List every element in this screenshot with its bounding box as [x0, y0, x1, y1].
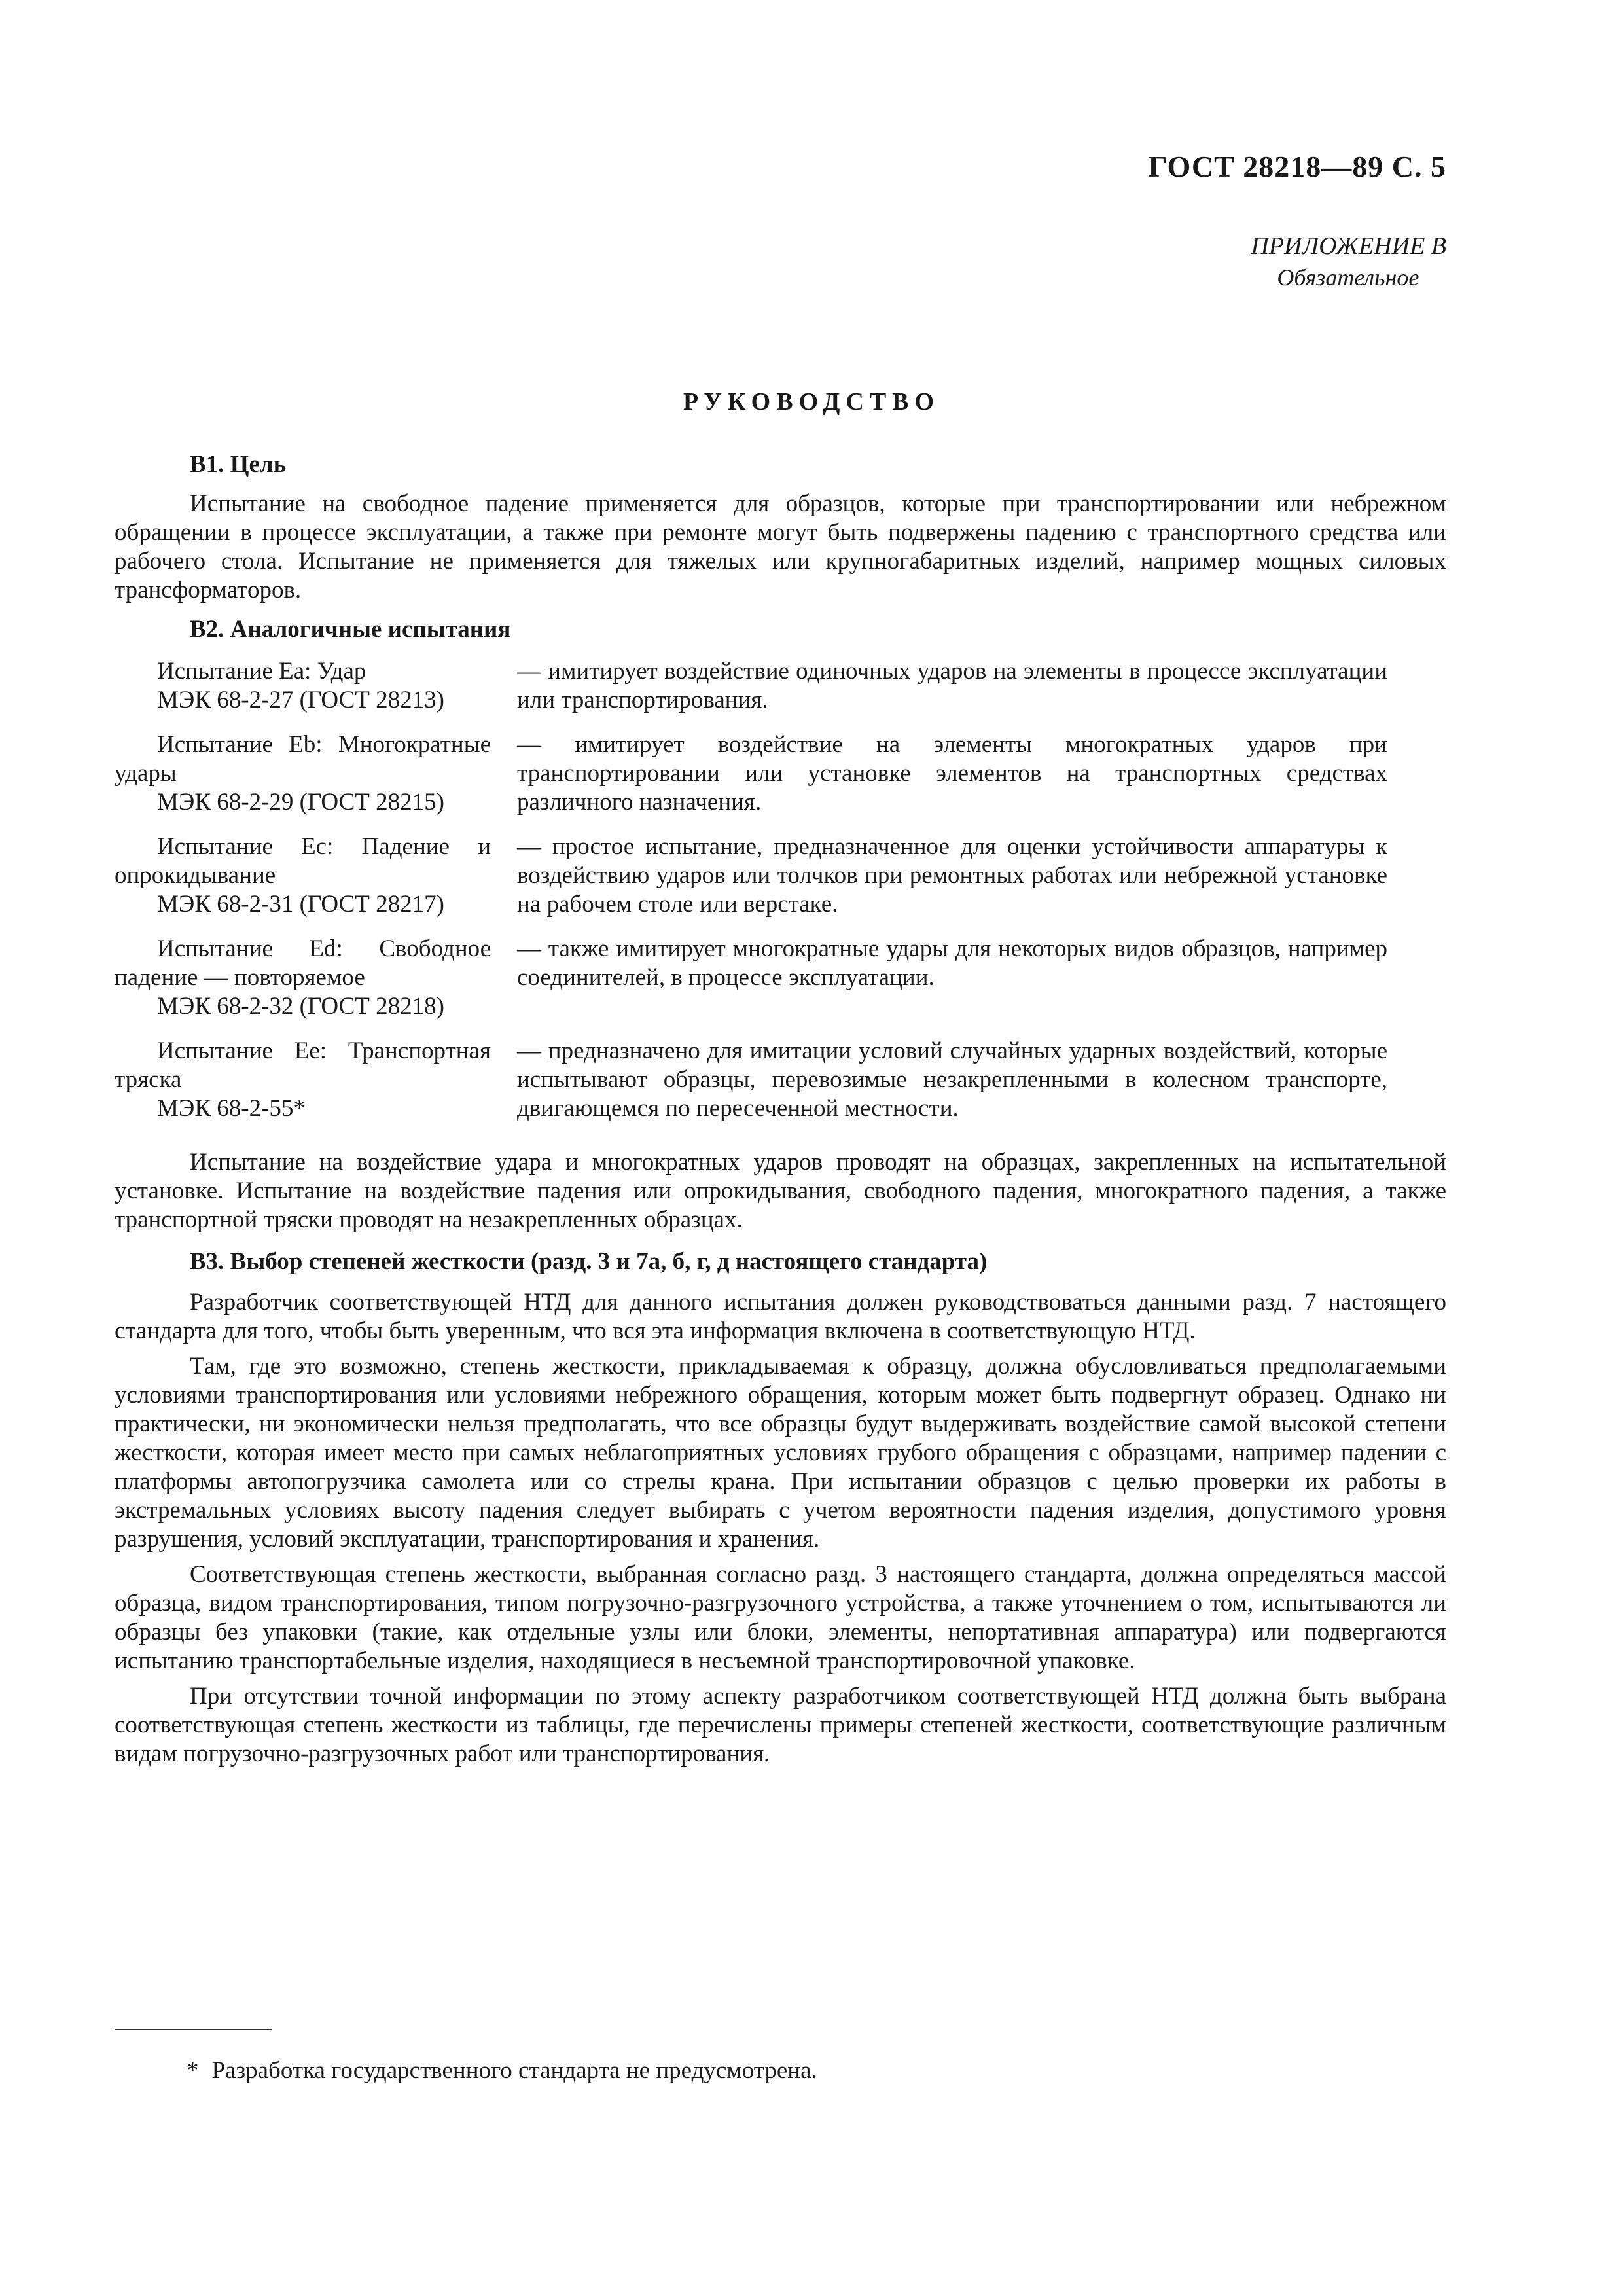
section-b3-heading: В3. Выбор степеней жесткости (разд. 3 и 7а, б, г, д настоящего стандарта): [190, 1248, 988, 1275]
section-b1-heading: В1. Цель: [190, 451, 287, 478]
document-title: РУКОВОДСТВО: [683, 388, 940, 416]
test-name-cell: [115, 657, 517, 730]
section-b1: [115, 450, 1446, 605]
section-b3: [115, 1247, 1446, 1768]
section-b2-heading: В2. Аналогичные испытания: [190, 616, 511, 643]
footnote-text: Разработка государственного стандарта не предусмотрена.: [211, 2057, 817, 2084]
section-b2: [115, 615, 1446, 1234]
test-ref: МЭК 68-2-55*: [157, 1095, 306, 1122]
test-name-cell: [115, 730, 517, 833]
table-row: [115, 657, 1446, 730]
footnote-mark: *: [187, 2057, 199, 2084]
section-b3-paragraph: Соответствующая степень жесткости, выбранная согласно разд. 3 настоящего стандарта, должна определяться массой образца, видом транспортирования, типом погрузочно-разгрузочного устройства, а также уточнением о том, испытываются ли образцы без упаковки (такие, как отдельные узлы или блоки, элементы, непортативная аппаратура) или подвергаются испытанию транспортабельные изделия, находящиеся в несъемной транспортировочной упаковке.: [115, 1561, 1446, 1674]
table-row: [115, 730, 1446, 833]
section-b3-paragraph: Там, где это возможно, степень жесткости, прикладываемая к образцу, должна обусловливаться предполагаемыми условиями транспортирования или условиями небрежного обращения, которым может быть подвергнут образец. Однако ни практически, ни экономически нельзя предполагать, что все образцы будут выдерживать воздействие самой высокой степени жесткости, которая имеет место при самых неблагоприятных условиях грубого обращения с образцами, например падении с платформы автопогрузчика самолета или со стрелы крана. При испытании образцов с целью проверки их работы в экстремальных условиях высоту падения следует выбирать с учетом вероятности падения изделия, допустимого уровня разрушения, условий эксплуатации, транспортирования и хранения.: [115, 1353, 1446, 1552]
test-name: Испытание Eb: Многократные удары: [115, 731, 491, 787]
table-row: [115, 1037, 1446, 1139]
test-name: Испытание Ее: Транспортная тряска: [115, 1037, 491, 1093]
test-ref: МЭК 68-2-32 (ГОСТ 28218): [157, 993, 444, 1020]
test-name-cell: [115, 833, 517, 935]
test-ref: МЭК 68-2-27 (ГОСТ 28213): [157, 687, 444, 713]
test-name: Испытание Еа: Удар: [157, 658, 366, 685]
appendix-label: ПРИЛОЖЕНИЕ В: [1251, 232, 1446, 260]
section-b2-paragraph: Испытание на воздействие удара и многократных ударов проводят на образцах, закрепленных на испытательной установке. Испытание на воздействие падения или опрокидывания, свободного падения, многократного падения, а также транспортной тряски проводят на незакрепленных образцах.: [115, 1149, 1446, 1233]
running-head: ГОСТ 28218—89 С. 5: [1148, 150, 1446, 183]
test-description: — также имитирует многократные удары для некоторых видов образцов, например соединителей, в процессе эксплуатации.: [517, 935, 1387, 991]
footnote-divider: [115, 2029, 272, 2030]
analogous-tests-table: [115, 657, 1446, 1139]
test-name-cell: [115, 1037, 517, 1139]
test-description: — простое испытание, предназначенное для оценки устойчивости аппаратуры к воздействию ударов или толчков при ремонтных работах или небрежной установке на рабочем столе или верстаке.: [517, 833, 1387, 918]
section-b3-paragraph: Разработчик соответствующей НТД для данного испытания должен руководствоваться данными разд. 7 настоящего стандарта для того, чтобы быть уверенным, что вся эта информация включена в соответствующую НТД.: [115, 1289, 1446, 1344]
section-b1-paragraph: Испытание на свободное падение применяется для образцов, которые при транспортировании или небрежном обращении в процессе эксплуатации, а также при ремонте могут быть подвержены падению с транспортного средства или рабочего стола. Испытание не применяется для тяжелых или крупногабаритных изделий, например мощных силовых трансформаторов.: [115, 490, 1446, 603]
test-description: — имитирует воздействие на элементы многократных ударов при транспортировании или установке элементов на транспортных средствах различного назначения.: [517, 731, 1387, 816]
appendix-label-block: [1251, 230, 1446, 293]
test-name: Испытание Ed: Свободное падение — повторяемое: [115, 935, 491, 991]
test-name: Испытание Ес: Падение и опрокидывание: [115, 833, 491, 889]
test-ref: МЭК 68-2-29 (ГОСТ 28215): [157, 789, 444, 816]
test-name-cell: [115, 935, 517, 1037]
appendix-status: Обязательное: [1277, 264, 1419, 291]
section-b3-paragraph: При отсутствии точной информации по этому аспекту разработчиком соответствующей НТД должна быть выбрана соответствующая степень жесткости из таблицы, где перечислены примеры степеней жесткости, соответствующие различным видам погрузочно-разгрузочных работ или транспортирования.: [115, 1683, 1446, 1767]
footnote: [187, 2056, 817, 2085]
document-body: [115, 450, 1446, 1775]
table-row: [115, 833, 1446, 935]
test-description: — предназначено для имитации условий случайных ударных воздействий, которые испытывают образцы, перевозимые незакрепленными в колесном транспорте, двигающемся по пересеченной местности.: [517, 1037, 1387, 1122]
test-ref: МЭК 68-2-31 (ГОСТ 28217): [157, 891, 444, 918]
test-description: — имитирует воздействие одиночных ударов на элементы в процессе эксплуатации или транспортирования.: [517, 658, 1387, 713]
table-row: [115, 935, 1446, 1037]
